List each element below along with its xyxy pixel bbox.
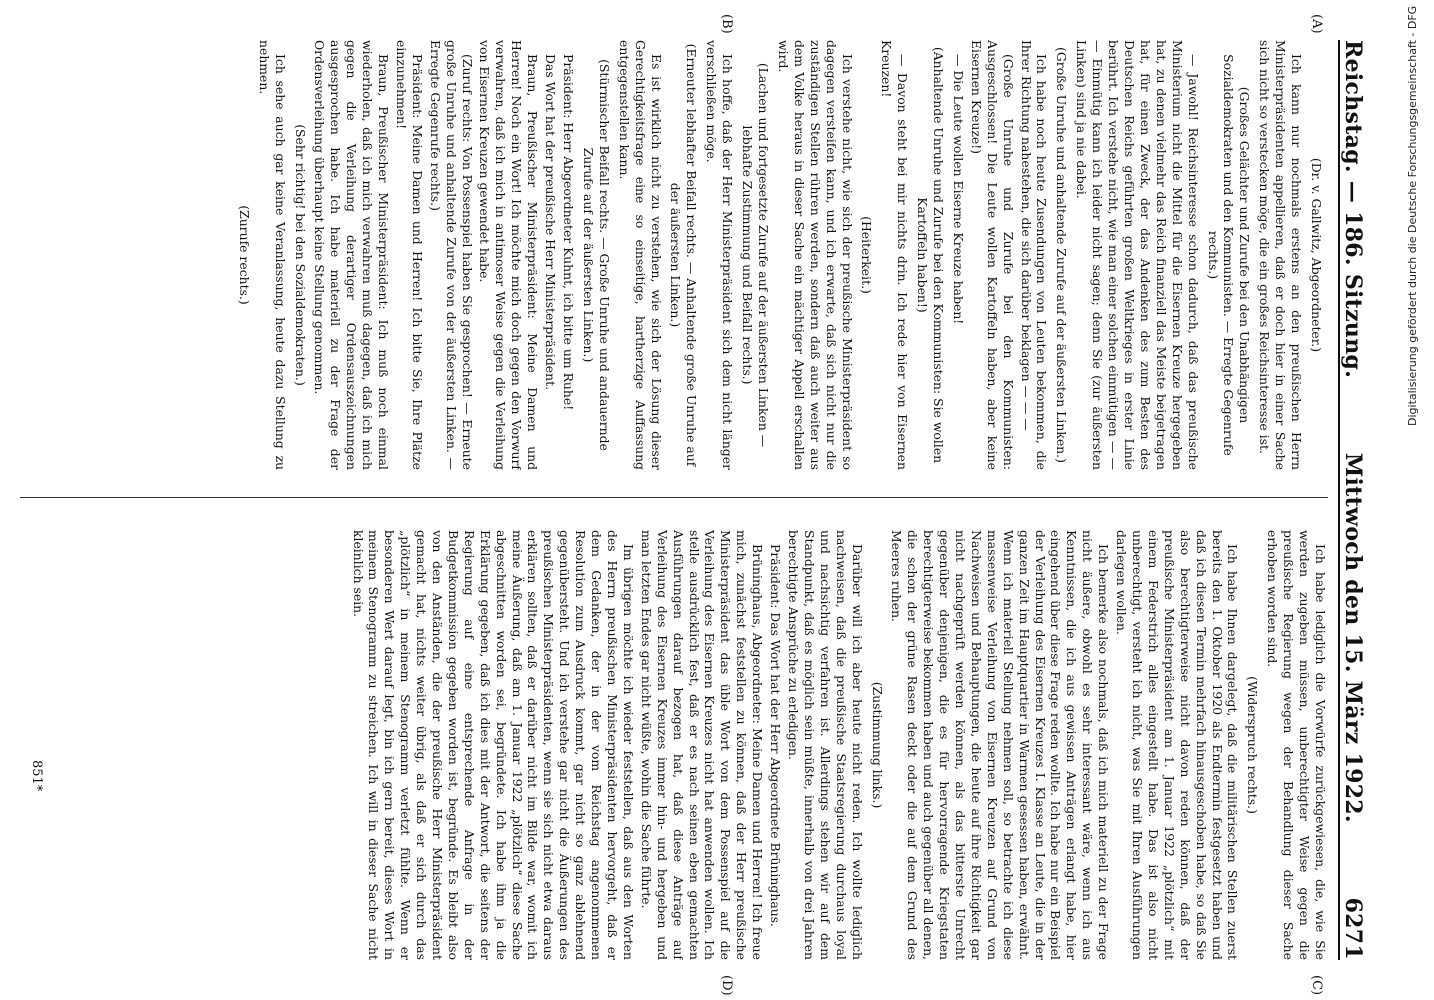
page-header — [1338, 40, 1376, 960]
signature-mark: 851* — [29, 760, 44, 792]
paragraph: Braun, Preußischer Ministerpräsident: Ich muß noch einmal wiederholen, daß ich mich verwahren muß dagegen, daß ich mich gegen die Verleihung derartiger Ordensauszeichnungen ausgesprochen habe. Ich habe materiell zu der Frage der Ordensverleihung überhaupt keine Stellung genommen. — [312, 40, 392, 470]
right-column — [20, 530, 1328, 960]
paragraph: Ich bemerke also nochmals, daß ich mich materiell zu der Frage nicht äußere, obwohl es sehr interessant wäre, wenn ich aus Kenntnissen, die ich aus gewissen Anträgen erlangt habe, hier eingehend über diese Frage reden wollte. Ich habe nur ein Beispiel der Verleihung des Eisernen Kreuzes I. Klasse an Leute, die in der ganzen Zeit im Hauptquartier in Warmen gesessen haben, erwähnt. Wenn ich materiell Stellung nehmen soll, so betrachte ich diese massenweise Verleihung von Eisernen Kreuzen auf Grund von Nachweisen und Behauptungen, die heute auf ihre Richtigkeit gar nicht nachgeprüft werden können, als das bitterste Unrecht gegenüber denjenigen, die es für hervorragende Kriegstaten berechtigterweise bekommen haben und auch gegenüber all denen, die schon der grüne Rasen deckt oder die auf dem Grund des Meeres ruhen. — [889, 530, 1112, 960]
paragraph: Ich habe lediglich die Vorwürfe zurückgewiesen, die, wie Sie werden zugeben müssen, unberechtigter Weise gegen die preußische Regierung wegen der Behandlung dieser Sache erhoben worden sind. — [1265, 530, 1328, 960]
paragraph: Präsident: Herr Abgeordneter Kuhnt, ich bitte um Ruhe! — [561, 54, 577, 411]
margin-marker-b: (B) — [719, 14, 734, 34]
paragraph: (Große Unruhe und anhaltende Zurufe auf der äußersten Linken.) — [1054, 47, 1070, 463]
paragraph: Es ist wirklich nicht zu verstehen, wie sich der Lösung dieser Gerechtigkeitsfrage eine so einseitige, hartherzige Auffassung entgegenstellen kann. — [616, 40, 664, 470]
paragraph: Brüninghaus, Abgeordneter: Meine Damen und Herren! Ich freue mich, zunächst feststellen zu können, daß der Herr preußische Ministerpräsident das üble Wort von dem Possenspiel auf die Verleihung des Eisernen Kreuzes nicht hat anwenden wollen. Ich stelle ausdrücklich fest, daß er es nach seinen eben gemachten Ausführungen darauf bezogen hat, daß diese Anträge auf Verleihung des Eisernen Kreuzes immer hin- und hergeben und man letzten Endes gar nicht wüßte, wohin die Sache führte. — [638, 530, 766, 960]
paragraph: (Stürmischer Beifall rechts. — Große Unruhe und andauernde Zurufe auf der äußersten Linken.) — [580, 59, 612, 451]
paragraph: (Große Unruhe und Zurufe bei den Kommunisten: Ausgeschlossen! Die Leute wollen Kartoffeln haben, aber keine Eisernen Kreuze!) — [968, 40, 1016, 470]
margin-marker-c: (C) — [1309, 975, 1324, 996]
paragraph: Darüber will ich aber heute nicht reden. Ich wollte lediglich nachweisen, daß die preußische Staatsregierung durchaus loyal und nachsichtig verfahren ist. Allerdings stehen wir auf dem Standpunkt, daß es möglich sein müßte, innerhalb von drei Jahren berechtigte Ansprüche zu erledigen. — [786, 530, 865, 960]
paragraph: Präsident: Meine Damen und Herren! Ich bitte Sie, Ihre Plätze einzunehmen! — [393, 40, 425, 470]
paragraph: (Lachen und fortgesetzte Zurufe auf der äußersten Linken — lebhafte Zustimmung und Beifall rechts.) — [740, 62, 771, 448]
paragraph: Ich habe noch heute Zusendungen von Leuten bekommen, die Ihrer Richtung nahestehen, die sich darüber beklagen — — — — [1018, 40, 1050, 470]
paragraph: Präsident: Das Wort hat der Herr Abgeordnete Brüninghaus. — [768, 544, 784, 927]
header-date: Mittwoch den 15. März 1922. — [1340, 452, 1366, 823]
digitization-watermark: Digitalisierung gefördert durch die Deutsche Forschungsgemeinschaft - DFG — [1406, 6, 1419, 427]
paragraph: (Erneuter lebhafter Beifall rechts. — Anhaltende große Unruhe auf der äußersten Linken.) — [668, 43, 700, 467]
paragraph: (Heiterkeit.) — [859, 216, 875, 294]
paragraph: (Sehr richtig! bei den Sozialdemokraten.) — [292, 124, 308, 386]
paragraph: (Zurufe rechts.) — [236, 205, 252, 305]
paragraph: (Anhaltende Unruhe und Zurufe bei den Kommunisten: Sie wollen Kartoffeln haben!) — [915, 46, 947, 464]
paragraph: Ich habe Ihnen dargelegt, daß die militärischen Stellen zuerst bereits den 1. Oktober 1920 als Endtermin festgesetzt haben und daß ich diesen Termin mehrfach hinausgeschoben habe, so daß Sie also berechtigterweise nicht davon reden können, daß der preußische Ministerpräsident am 1. Januar 1922 „plötzlich“ mit einem Federstrich alles eingestellt habe. Das ist also nicht unberechtigt, versteht ich nicht, was Sie mit Ihren Ausführungen darlegen wollen. — [1114, 530, 1241, 960]
paragraph: (Dr. v. Gallwitz, Abgeordneter.) — [1309, 157, 1324, 353]
paragraph: Ich verstehe nicht, wie sich der preußische Ministerpräsident so dagegen versteifen kann, und ich erwarte, daß sich nicht nur die zuständigen Stellen rühren werden, sondern daß auch weiter aus dem Volke heraus in dieser Sache ein mächtiger Appell erschallen wird. — [775, 40, 855, 470]
paragraph: Im übrigen möchte ich wieder feststellen, daß aus den Worten des Herrn preußischen Ministerpräsidenten hervorgeht, daß er dem Gedanken, der in der vom Reichstag angenommenen Resolution zum Ausdruck kommt, gar nicht so ganz ablehnend gegenübersteht. Und ich verstehe gar nicht die Äußerungen des preußischen Ministerpräsidenten, wenn sie sich nicht etwa daraus erklären sollten, daß er darüber nicht im Bilde war, womit ich meine Äußerung, daß am 1. Januar 1922 „plötzlich“ diese Sache abgeschnitten worden sei, begründete. Ich habe ihm ja die Erklärung gegeben, daß ich dies mit der Antwort, die seitens der Regierung auf eine entsprechende Anfrage in der Budgetkommission gegeben worden ist, begründe. Es bleibt also von den Anständen, die der preußische Herr Ministerpräsident gemacht hat, nichts weiter übrig, als daß er sich durch das „plötzlich“ in meinem Stenogramm verletzt fühlte. Wenn er besonderen Wert darauf legt, bin ich gern bereit, dieses Wort in meinem Stenogramm zu streichen. Ich will in dieser Sache nicht kleinlich sein. — [350, 530, 636, 960]
paragraph: (Zustimmung links.) — [869, 681, 885, 809]
paragraph: Ich kann nur nochmals erstens an den preußischen Herrn Ministerpräsidenten appellieren, daß er doch hier in einer Sache sich nicht so verstecken möge, die ein großes Reichsinteresse ist. — [1257, 40, 1305, 470]
left-column — [20, 40, 1328, 470]
paragraph: Ich sehe auch gar keine Veranlassung, heute dazu Stellung zu nehmen. — [256, 40, 288, 470]
margin-marker-d: (D) — [719, 975, 734, 996]
paragraph: Das Wort hat der preußische Herr Ministerpräsident. — [543, 54, 559, 391]
paragraph: (Großes Gelächter und Zurufe bei den Unabhängigen Sozialdemokraten und den Kommunisten. — Erregte Gegenrufe rechts.) — [1205, 54, 1253, 456]
margin-marker-a: (A) — [1309, 14, 1324, 34]
paragraph: Braun, Preußischer Ministerpräsident: Meine Damen und Herren! Noch ein Wort! Ich möchte mich doch gegen den Vorwurf verwahren, daß ich mich in antimoser Weise gegen die Verleihung von Eisernen Kreuzen gewendet habe. — [477, 40, 541, 470]
paragraph: (Zuruf rechts: Von Possenspiel haben Sie gesprochen! — Erneute große Unruhe und anhaltende Zurufe von der äußersten Linken. — Erregte Gegenrufe rechts.) — [427, 40, 475, 470]
paragraph: — Jawohl! Reichsinteresse schon dadurch, daß das preußische Ministerium nicht die Mittel für die Eisernen Kreuze hergegeben hat, zu denen vielmehr das Reich finanziell das Meiste beigetragen hat, für einen Zweck, der das Andenken des zum Besten des Deutschen Reichs geführten großen Weltkrieges in erster Linie berührt. Ich verstehe nicht, wie man einer solchen einmütigen — — — Einmütig kann ich leider nicht sagen; denn Sie (zur äußersten Linken) sind ja nie dabei. — [1074, 40, 1201, 470]
paragraph: — Die Leute wollen Eiserne Kreuze haben! — [950, 54, 966, 325]
paragraph: (Widerspruch rechts.) — [1245, 676, 1261, 814]
header-page-number: 6271 — [1340, 897, 1366, 960]
column-divider — [20, 497, 1328, 498]
paragraph: — Davon steht bei mir nichts drin. Ich rede hier von Eisernen Kreuzen! — [879, 40, 911, 470]
paragraph: Ich hoffe, daß der Herr Ministerpräsident sich dem nicht länger verschließen möge. — [704, 40, 736, 470]
header-session: Reichstag. — 186. Sitzung. — [1340, 40, 1366, 379]
